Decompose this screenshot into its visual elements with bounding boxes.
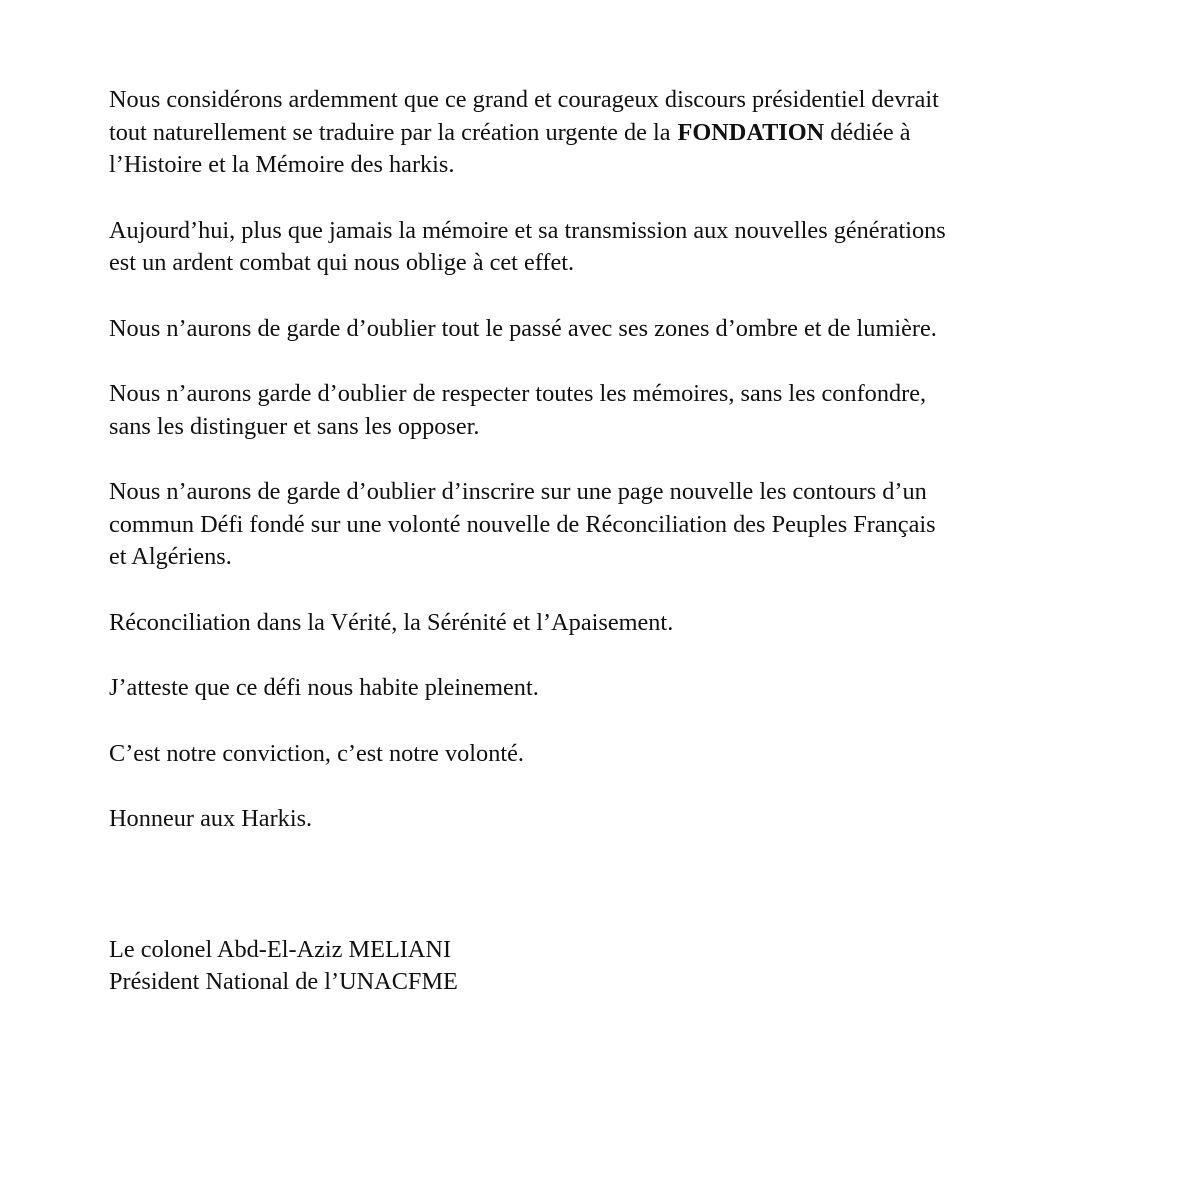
- paragraph-line: commun Défi fondé sur une volonté nouvelle de Réconciliation des Peuples Français: [109, 510, 936, 538]
- paragraph-spacer: [109, 182, 1109, 215]
- paragraph-passe: [109, 313, 1109, 346]
- paragraph-spacer: [109, 770, 1109, 803]
- paragraph-line: l’Histoire et la Mémoire des harkis.: [109, 151, 455, 178]
- paragraph-line: Nous n’aurons de garde d’oublier tout le passé avec ses zones d’ombre et de lumière.: [109, 314, 937, 342]
- letter-body: [109, 84, 1109, 999]
- paragraph-line: sans les distinguer et sans les opposer.: [109, 412, 480, 440]
- paragraph-line: est un ardent combat qui nous oblige à cet effet.: [109, 249, 575, 276]
- paragraph-line: Nous n’aurons de garde d’oublier d’inscrire sur une page nouvelle les contours d’un: [109, 478, 927, 505]
- text-fragment: dédiée à: [824, 118, 911, 146]
- paragraph-line: Nous considérons ardemment que ce grand et courageux discours présidentiel devrait: [109, 86, 939, 113]
- paragraph-line: et Algériens.: [109, 543, 232, 570]
- paragraph-memoire: [109, 215, 1109, 280]
- paragraph-defi: [109, 476, 1109, 574]
- signature-block: [109, 934, 1109, 999]
- paragraph-respect: [109, 378, 1109, 443]
- signature-spacer: [109, 836, 1109, 934]
- paragraph-fondation: [109, 84, 1109, 182]
- paragraph-line: Nous n’aurons garde d’oublier de respecter toutes les mémoires, sans les confondre,: [109, 380, 927, 407]
- paragraph-spacer: [109, 574, 1109, 607]
- paragraph-honneur: Honneur aux Harkis.: [109, 805, 313, 832]
- signature-name: Le colonel Abd-El-Aziz MELIANI: [109, 935, 452, 963]
- paragraph-line: [109, 117, 1109, 150]
- paragraph-spacer: [109, 705, 1109, 738]
- paragraph-atteste: J’atteste que ce défi nous habite pleinement.: [109, 674, 539, 701]
- text-fragment: tout naturellement se traduire par la création urgente de la: [109, 118, 671, 146]
- paragraph-spacer: [109, 280, 1109, 313]
- paragraph-spacer: [109, 345, 1109, 378]
- paragraph-spacer: [109, 639, 1109, 672]
- paragraph-conviction: C’est notre conviction, c’est notre volonté.: [109, 739, 524, 767]
- paragraph-line: Aujourd’hui, plus que jamais la mémoire et sa transmission aux nouvelles générations: [109, 216, 946, 244]
- fondation-emphasis: FONDATION: [677, 118, 825, 146]
- paragraph-spacer: [109, 443, 1109, 476]
- paragraph-reconciliation: Réconciliation dans la Vérité, la Sérénité et l’Apaisement.: [109, 608, 674, 636]
- signature-title: Président National de l’UNACFME: [109, 968, 458, 995]
